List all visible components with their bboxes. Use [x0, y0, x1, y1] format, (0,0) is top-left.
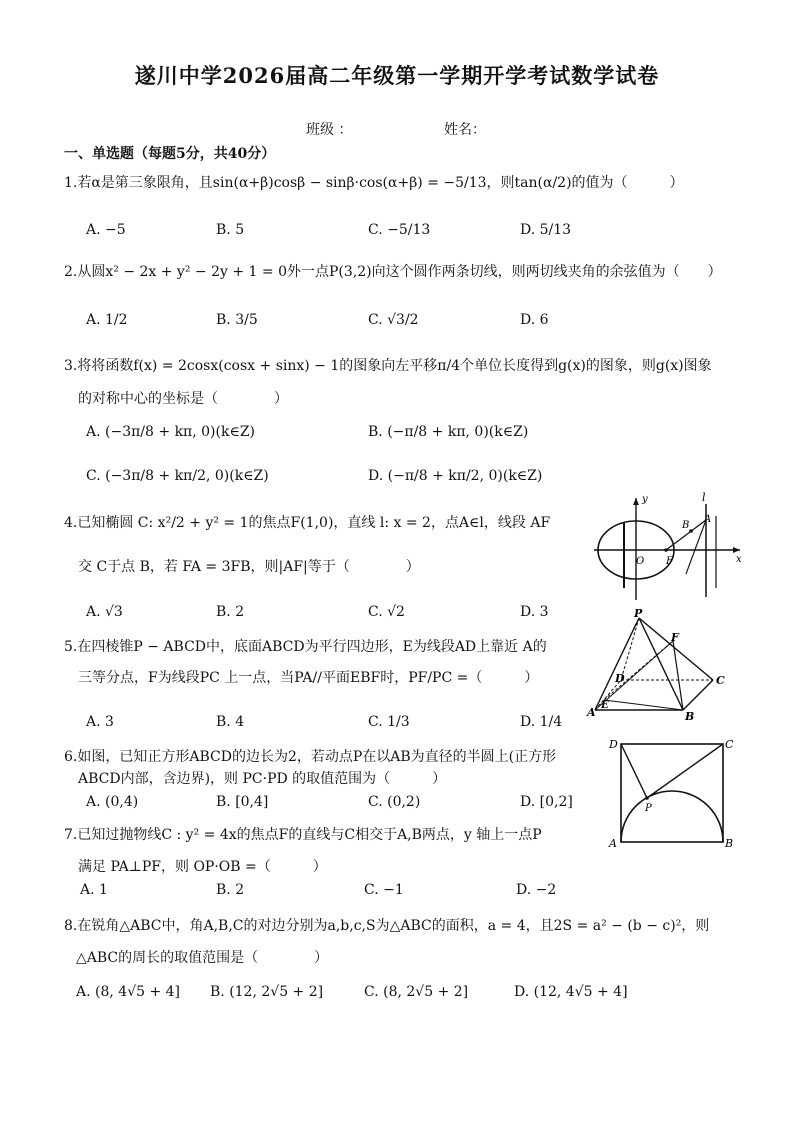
class-label: 班级 ： — [306, 122, 353, 138]
fig5-label-e: E — [601, 700, 609, 711]
q8-option-b: B. (12, 2√5 + 2] — [210, 984, 324, 1000]
q7-option-a: A. 1 — [80, 882, 108, 898]
q3-option-d: D. (−π/8 + kπ/2, 0)(k∈Z) — [368, 468, 543, 484]
fig5-label-f: F — [671, 631, 679, 644]
q1-option-b: B. 5 — [216, 222, 245, 238]
page-title: 遂川中学2026届高二年级第一学期开学考试数学试卷 — [134, 63, 660, 88]
fig5-label-a: A — [587, 706, 596, 719]
fig4-label-l: l — [702, 491, 706, 504]
q2-option-b: B. 3/5 — [216, 312, 258, 328]
fig6-label-b: B — [725, 837, 734, 850]
q3-option-c: C. (−3π/8 + kπ/2, 0)(k∈Z) — [86, 468, 269, 484]
q8-option-c: C. (8, 2√5 + 2] — [364, 984, 469, 1000]
section-heading: 一、单选题（每题5分，共40分） — [64, 146, 276, 162]
q7-option-b: B. 2 — [216, 882, 245, 898]
q4-option-d: D. 3 — [520, 604, 549, 620]
q5-option-a: A. 3 — [86, 714, 114, 730]
q1-option-c: C. −5/13 — [368, 222, 431, 238]
ellipse-figure — [590, 492, 750, 604]
question-7-text: 7.已知过抛物线C : y² = 4x的焦点F的直线与C相交于A,B两点，y 轴上一点P — [64, 827, 542, 843]
question-5-text-cont: 三等分点，F为线段PC 上一点，当PA//平面EBF时，PF/PC =（ ） — [78, 670, 539, 686]
question-3-text: 3.将将函数f(x) = 2cosx(cosx + sinx) − 1的图象向左平移π/4个单位长度得到g(x)的图象，则g(x)图象 — [64, 358, 712, 374]
q1-option-d: D. 5/13 — [520, 222, 572, 238]
q8-option-d: D. (12, 4√5 + 4] — [514, 984, 628, 1000]
q2-option-d: D. 6 — [520, 312, 549, 328]
q2-option-c: C. √3/2 — [368, 312, 419, 328]
q1-option-a: A. −5 — [86, 222, 126, 238]
q4-option-b: B. 2 — [216, 604, 245, 620]
fig5-label-d: D — [615, 672, 625, 685]
question-1-text: 1.若α是第三象限角，且sin(α+β)cosβ − sinβ·cos(α+β) = −5/13，则tan(α/2)的值为（ ） — [64, 175, 684, 191]
fig4-label-y: y — [642, 494, 648, 505]
q6-option-a: A. (0,4) — [86, 794, 139, 810]
fig4-label-b: B — [682, 520, 690, 531]
name-label: 姓名： — [444, 122, 486, 138]
q8-option-a: A. (8, 4√5 + 4] — [76, 984, 181, 1000]
q5-option-b: B. 4 — [216, 714, 245, 730]
fig4-label-x: x — [736, 554, 742, 565]
question-4-text: 4.已知椭圆 C: x²/2 + y² = 1的焦点F(1,0)，直线 l: x = 2，点A∈l，线段 AF — [64, 515, 551, 531]
q6-option-c: C. (0,2) — [368, 794, 421, 810]
question-8-text-cont: △ABC的周长的取值范围是（ ） — [76, 950, 329, 966]
q6-option-d: D. [0,2] — [520, 794, 573, 810]
q3-option-b: B. (−π/8 + kπ, 0)(k∈Z) — [368, 424, 529, 440]
fig6-label-c: C — [725, 738, 734, 751]
question-4-text-cont: 交 C于点 B，若 FA = 3FB，则|AF|等于（ ） — [78, 559, 420, 575]
fig5-label-b: B — [685, 710, 695, 723]
q3-option-a: A. (−3π/8 + kπ, 0)(k∈Z) — [86, 424, 256, 440]
q7-option-d: D. −2 — [516, 882, 557, 898]
fig6-label-d: D — [609, 738, 618, 751]
q7-option-c: C. −1 — [364, 882, 404, 898]
q4-option-a: A. √3 — [86, 604, 123, 620]
question-5-text: 5.在四棱锥P − ABCD中，底面ABCD为平行四边形，E为线段AD上靠近 A的 — [64, 639, 547, 655]
question-3-text-cont: 的对称中心的坐标是（ ） — [78, 391, 288, 407]
pyramid-figure — [585, 608, 735, 724]
question-8-text: 8.在锐角△ABC中，角A,B,C的对边分别为a,b,c,S为△ABC的面积，a = 4，且2S = a² − (b − c)²，则 — [64, 918, 710, 934]
fig6-label-a: A — [609, 837, 617, 850]
fig5-label-p: P — [634, 607, 643, 620]
question-7-text-cont: 满足 PA⊥PF，则 OP·OB =（ ） — [78, 859, 327, 875]
q6-option-b: B. [0,4] — [216, 794, 269, 810]
q5-option-d: D. 1/4 — [520, 714, 563, 730]
fig4-label-a: A — [704, 514, 712, 525]
fig4-label-f: F — [666, 556, 673, 567]
question-6-text: 6.如图，已知正方形ABCD的边长为2，若动点P在以AB为直径的半圆上(正方形 — [64, 749, 557, 765]
fig6-label-p: P — [645, 803, 652, 814]
q4-option-c: C. √2 — [368, 604, 405, 620]
fig4-label-o: O — [636, 556, 645, 567]
fig5-label-c: C — [716, 674, 725, 687]
q2-option-a: A. 1/2 — [86, 312, 128, 328]
question-2-text: 2.从圆x² − 2x + y² − 2y + 1 = 0外一点P(3,2)向这个圆作两条切线，则两切线夹角的余弦值为（ ） — [64, 264, 722, 280]
square-semicircle-figure — [605, 734, 740, 850]
question-6-text-cont: ABCD内部，含边界)，则 PC·PD 的取值范围为（ ） — [78, 771, 447, 787]
q5-option-c: C. 1/3 — [368, 714, 410, 730]
